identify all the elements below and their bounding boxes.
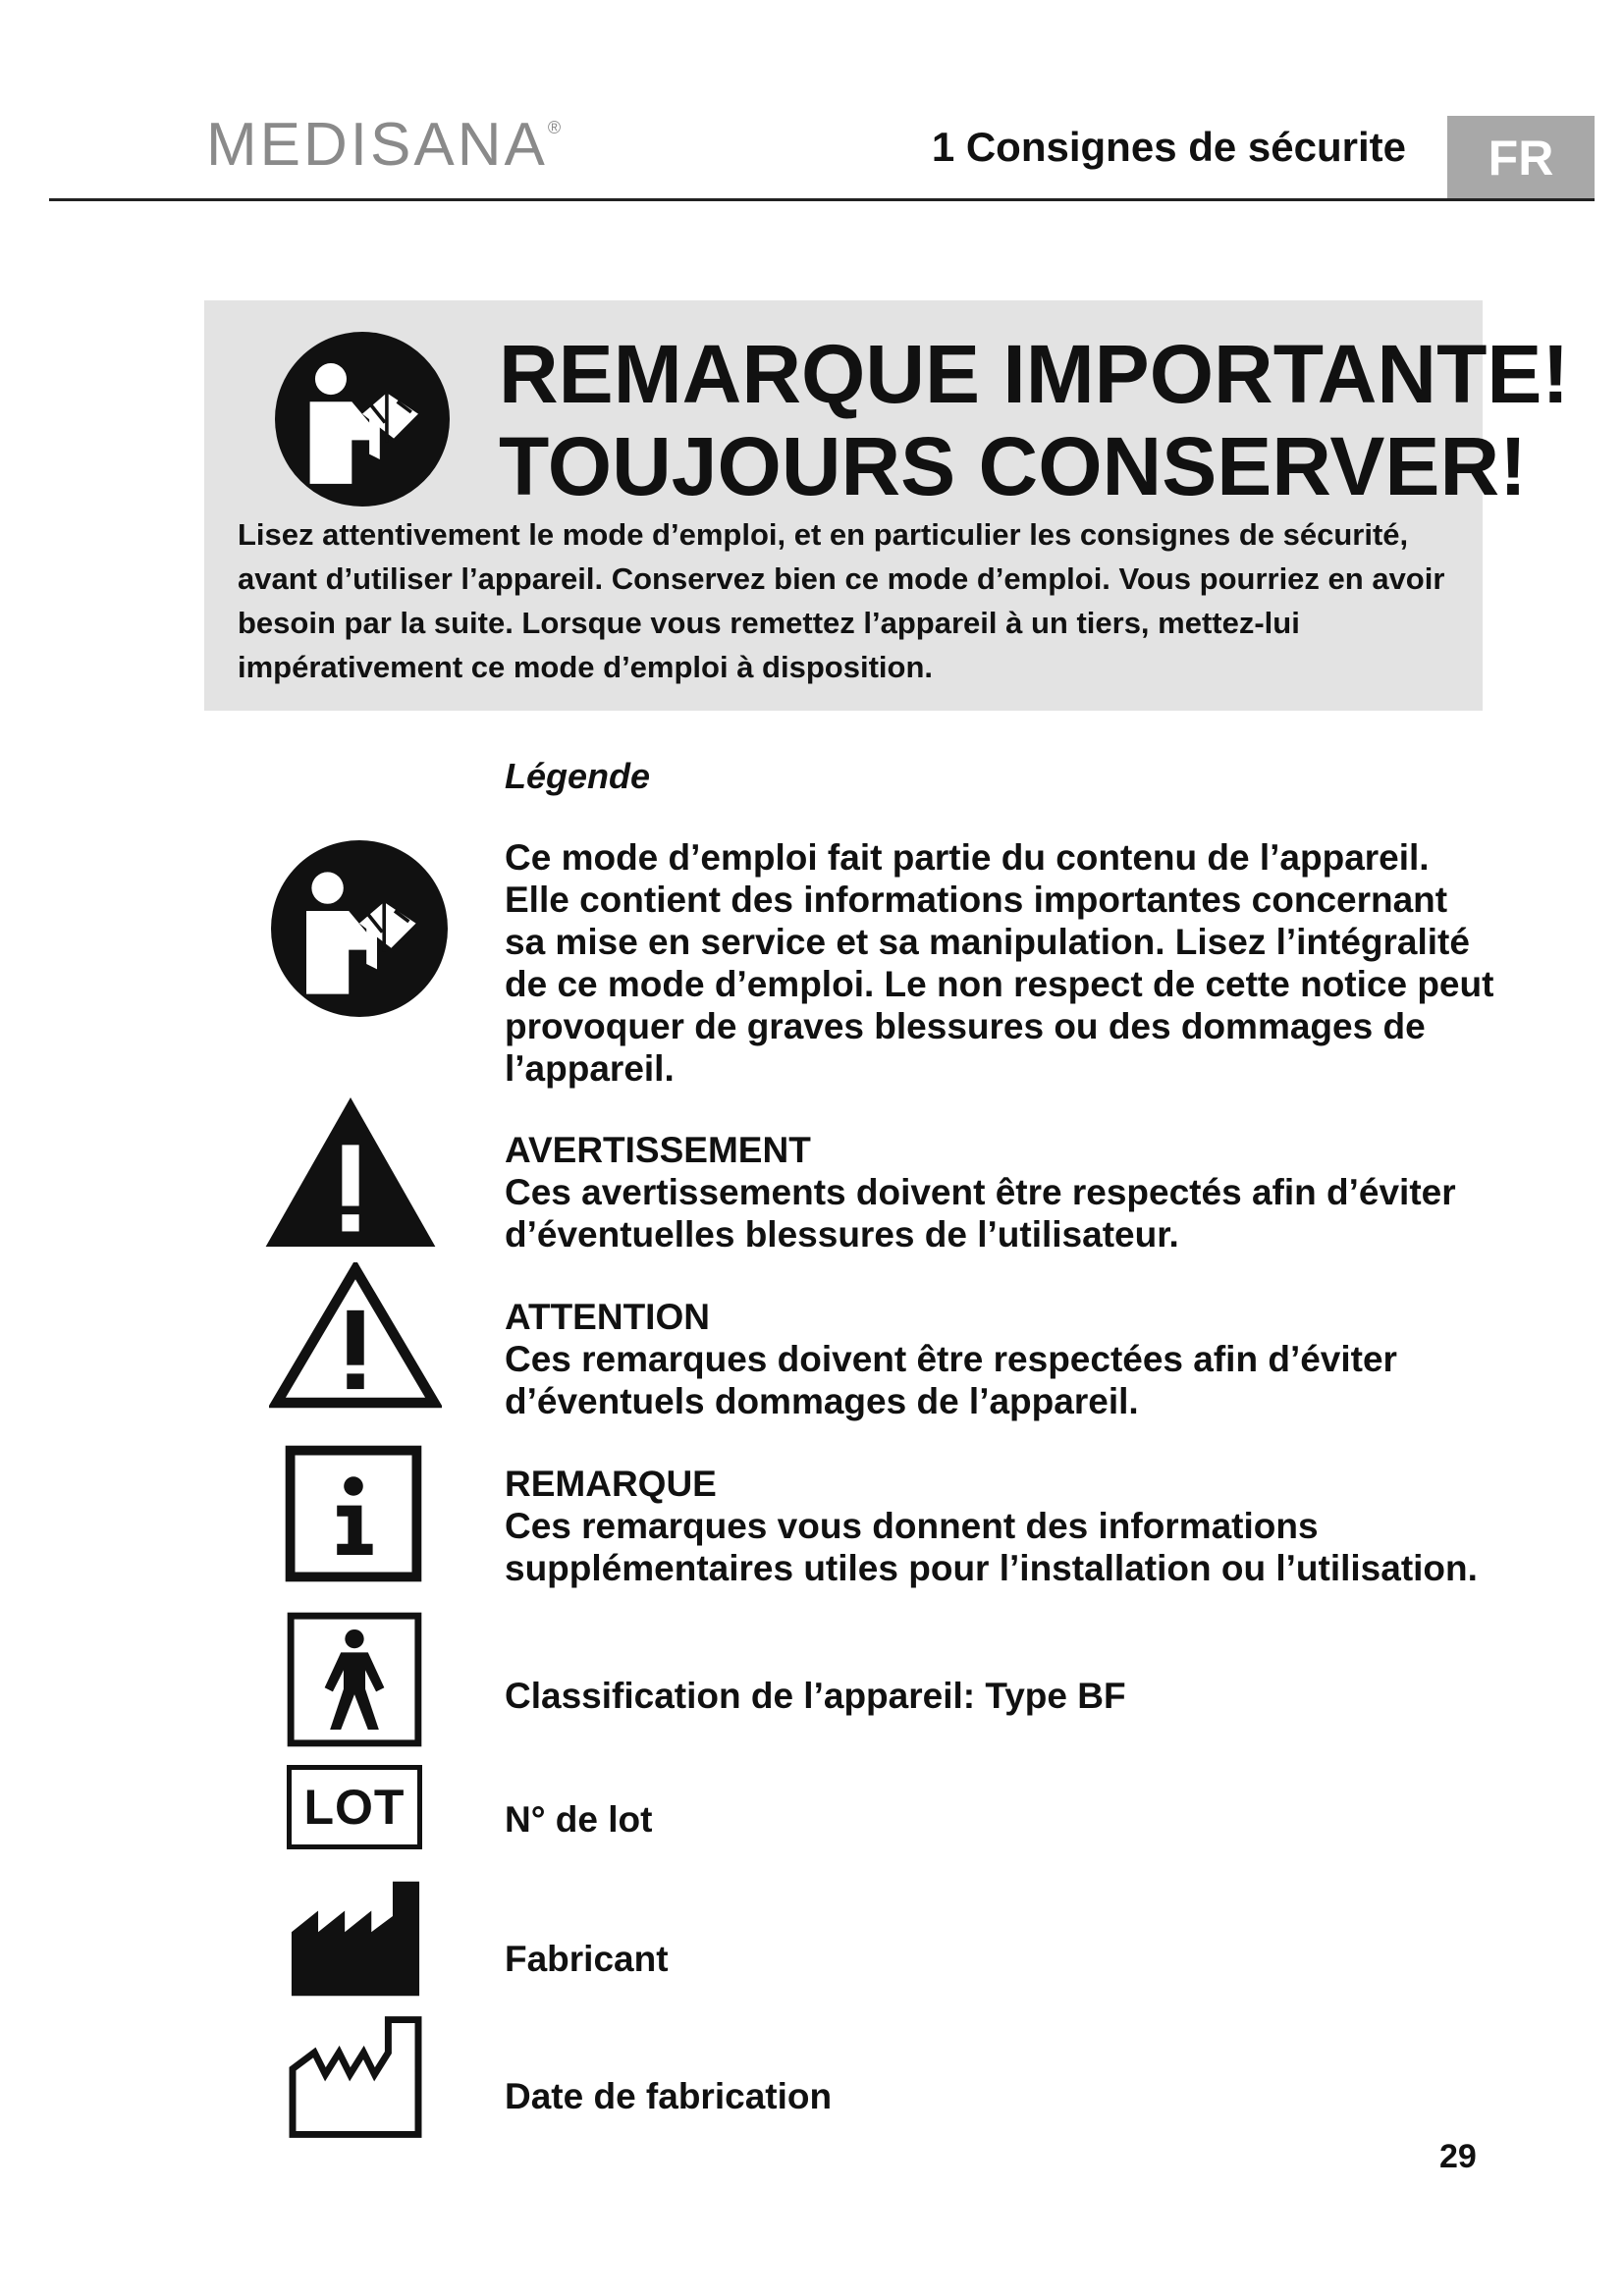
legend-item-label: AVERTISSEMENT — [505, 1130, 811, 1170]
page-number: 29 — [1439, 2138, 1477, 2175]
read-manual-icon — [271, 840, 448, 1017]
brand-name: MEDISANA — [206, 111, 548, 179]
legend-item-text: Date de fabrication — [505, 2076, 833, 2116]
type-bf-person-icon — [287, 1612, 422, 1747]
caution-outline-triangle-icon — [269, 1262, 442, 1410]
legend-item-manual — [505, 836, 1496, 1090]
language-tab: FR — [1447, 116, 1595, 200]
notice-heading — [499, 328, 1570, 512]
manufacturer-filled-factory-icon — [289, 1879, 422, 1999]
legend-item-label: REMARQUE — [505, 1464, 717, 1504]
legend-item-label: ATTENTION — [505, 1297, 710, 1337]
legend-item-warning — [505, 1129, 1496, 1255]
legend-item-text: Classification de l’appareil: Type BF — [505, 1676, 1126, 1716]
legend-item-lot — [505, 1798, 1496, 1841]
legend-item-text: Ces avertissements doivent être respectés afin d’éviter d’éventuelles blessures de l’utilisateur. — [505, 1172, 1456, 1255]
legend-item-attention — [505, 1296, 1496, 1422]
notice-heading-line-1: REMARQUE IMPORTANTE! — [499, 328, 1570, 420]
brand-logo — [206, 110, 564, 180]
legend-item-text: N° de lot — [505, 1799, 653, 1840]
warning-filled-triangle-icon — [265, 1097, 436, 1247]
lot-box-icon: LOT — [287, 1765, 422, 1849]
header-divider — [49, 198, 1595, 201]
section-title: 1 Consignes de sécurite — [931, 124, 1406, 170]
legend-item-manufacturer — [505, 1938, 1496, 1980]
legend-item-text: Ces remarques vous donnent des informations supplémentaires utiles pour l’installation ou l’utilisation. — [505, 1506, 1478, 1588]
legend-item-type-bf — [505, 1675, 1496, 1717]
read-manual-icon — [275, 332, 450, 507]
notice-text: Lisez attentivement le mode d’emploi, et en particulier les consignes de sécurité, avant d’utiliser l’appareil. Conservez bien ce mode d’emploi. Vous pourriez en avoir besoin par la suite. Lorsque vous remettez l’appareil à un tiers, mettez-lui impérativement ce mode d’emploi à disposition. — [238, 517, 1445, 684]
legend-item-remark — [505, 1463, 1496, 1589]
legend-item-text: Ces remarques doivent être respectées afin d’éviter d’éventuels dommages de l’appareil. — [505, 1339, 1397, 1421]
manufacture-date-outline-factory-icon — [287, 2014, 424, 2140]
info-square-icon — [285, 1445, 422, 1582]
legend-title: Légende — [505, 756, 651, 796]
important-notice-box — [204, 300, 1570, 711]
legend-item-text: Fabricant — [505, 1939, 669, 1979]
legend-item-manufacture-date — [505, 2075, 1496, 2117]
brand-registered-mark: ® — [547, 118, 565, 137]
notice-heading-line-2: TOUJOURS CONSERVER! — [499, 420, 1528, 512]
legend-item-text: Ce mode d’emploi fait partie du contenu de l’appareil. Elle contient des informations importantes concernant sa mise en service et sa manipulation. Lisez l’intégralité de ce mode d’emploi. Le non respect de cette notice peut provoquer de graves blessures ou des dommages de l’appareil. — [505, 837, 1494, 1089]
